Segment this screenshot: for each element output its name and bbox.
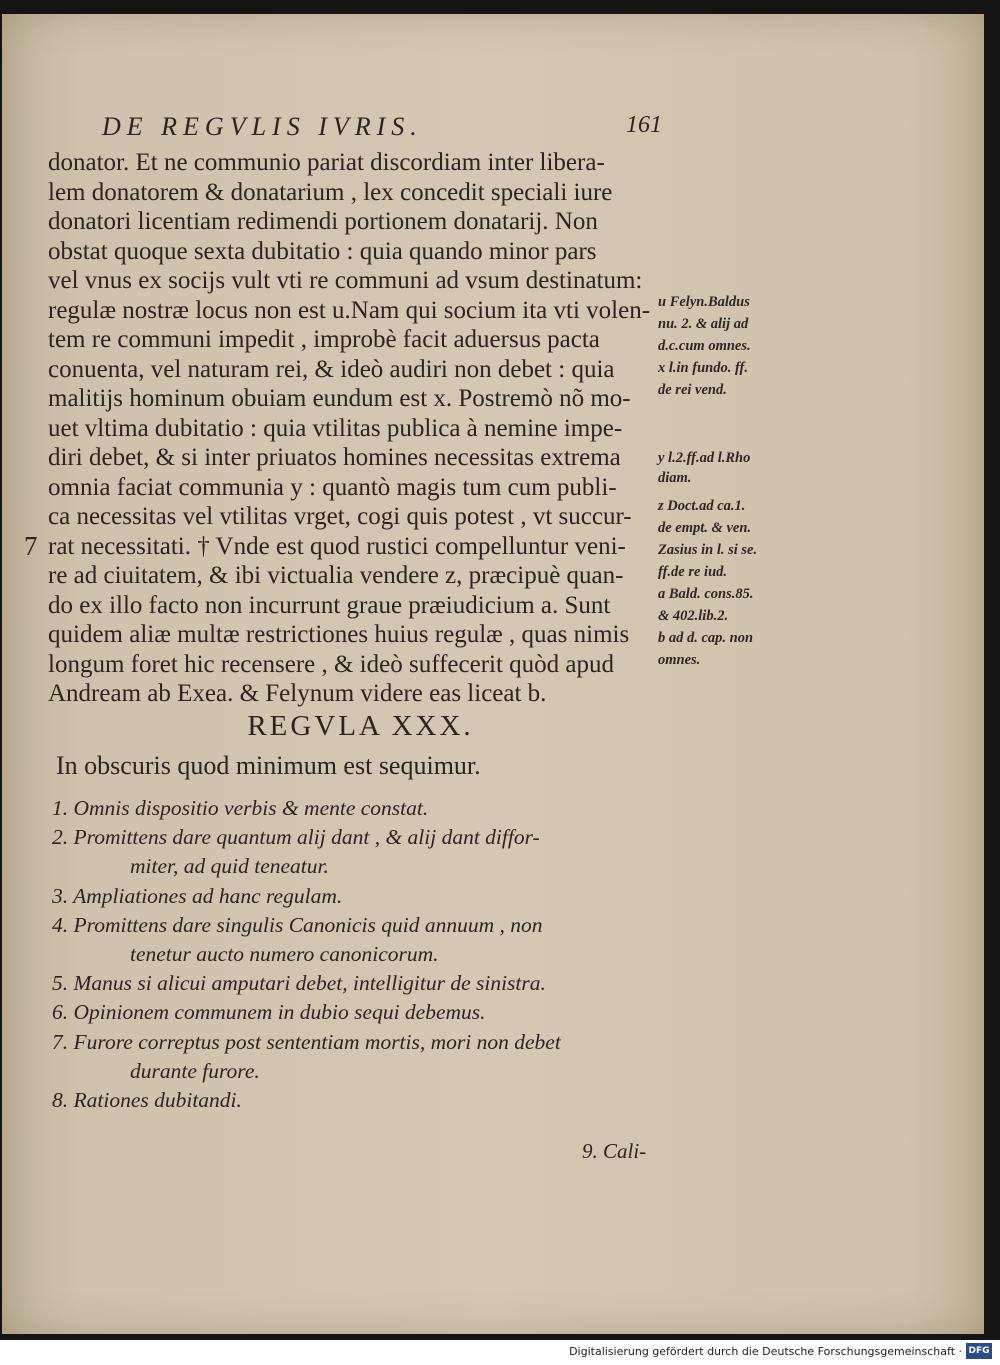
body-line-text: conuenta, vel naturam rei, & ideò audiri non debet : quia (48, 355, 615, 383)
margin-note: z Doct.ad ca.1. (658, 498, 746, 514)
summary-item-line: 3. Ampliationes ad hanc regulam. (52, 883, 343, 908)
body-line (42, 502, 662, 532)
summary-item-line: 4. Promittens dare singulis Canonicis quid annuum , non (52, 912, 543, 937)
body-text (24, 148, 662, 709)
summary-item (52, 1028, 662, 1086)
summary-item (52, 911, 662, 969)
summary-item (52, 998, 662, 1027)
body-line (42, 325, 662, 355)
body-line-text: lem donatorem & donatarium , lex concedit speciali iure (48, 178, 613, 206)
body-line-text: do ex illo facto non incurrunt graue præiudicium a. Sunt (48, 591, 611, 619)
body-line-text: quidem aliæ multæ restrictiones huius regulæ , quas nimis (48, 621, 630, 648)
body-line (42, 561, 662, 591)
margin-note: a Bald. cons.85. (658, 586, 754, 602)
margin-note: & 402.lib.2. (658, 608, 729, 624)
body-line (42, 178, 662, 208)
book-page (2, 14, 984, 1334)
body-line (42, 355, 662, 385)
running-head (102, 112, 662, 142)
summary-item-line: 2. Promittens dare quantum alij dant , & alij dant diffor- (52, 825, 540, 850)
body-line (42, 207, 662, 237)
body-line-text: longum foret hic recensere , & ideò suffecerit quòd apud (48, 650, 615, 678)
marginal-section-number: 7 (24, 530, 38, 561)
body-line (24, 530, 662, 562)
body-line-text: rat necessitati. † Vnde est quod rustici compelluntur veni- (48, 532, 626, 560)
summary-item-line: tenetur aucto numero canonicorum. (130, 941, 439, 966)
summary-item-line: 5. Manus si alicui amputari debet, intelligitur de sinistra. (52, 971, 546, 996)
body-line-text: malitijs hominum obuiam eundum est x. Postremò nõ mo- (48, 385, 631, 412)
margin-note: d.c.cum omnes. (658, 338, 751, 354)
dfg-logo: DFG (966, 1343, 992, 1359)
summary-item (52, 1086, 662, 1115)
body-line (42, 679, 662, 709)
summary-item (52, 823, 662, 881)
rule-heading: REGVLA XXX. (247, 710, 474, 742)
body-line (42, 384, 662, 414)
catchword: 9. Cali- (582, 1139, 647, 1163)
body-line (42, 237, 662, 267)
body-line-text: donator. Et ne communio pariat discordiam inter libera- (48, 149, 605, 176)
summary-item (52, 794, 662, 823)
body-line (42, 473, 662, 503)
body-line-text: diri debet, & si inter priuatos homines necessitas extrema (48, 444, 621, 471)
body-line (42, 591, 662, 621)
body-line-text: tem re communi impedit , improbè facit aduersus pacta (48, 326, 600, 353)
margin-note: b ad d. cap. non (658, 630, 754, 646)
body-line (42, 620, 662, 650)
margin-note: u Felyn.Baldus (658, 294, 750, 310)
summary-item-line: 8. Rationes dubitandi. (52, 1087, 242, 1112)
margin-note: Zasius in l. si se. (658, 542, 758, 558)
body-line-text: Andream ab Exea. & Felynum videre eas liceat b. (48, 680, 547, 707)
running-title: DE REGVLIS IVRIS. (102, 112, 423, 141)
body-line (42, 650, 662, 680)
body-line-text: donatori licentiam redimendi portionem donatarij. Non (48, 208, 598, 235)
margin-note: nu. 2. & alij ad (658, 316, 749, 332)
summary-item-line: miter, ad quid teneatur. (130, 854, 329, 879)
body-line (42, 266, 662, 296)
body-line (42, 148, 662, 178)
summary-item (52, 969, 662, 998)
margin-note: y l.2.ff.ad l.Rho (658, 450, 751, 466)
summary-list (52, 794, 662, 1115)
body-line-text: omnia faciat communia y : quantò magis tum cum publi- (48, 473, 617, 501)
rule-subtitle: In obscuris quod minimum est sequimur. (56, 751, 481, 780)
margin-note: de empt. & ven. (658, 520, 752, 536)
page-number: 161 (626, 112, 662, 138)
body-line-text: ca necessitas vel vtilitas vrget, cogi quis potest , vt succur- (48, 503, 632, 530)
body-line (42, 296, 662, 326)
margin-note: x l.in fundo. ff. (658, 360, 748, 376)
body-line (42, 414, 662, 444)
body-line-text: re ad ciuitatem, & ibi victualia vendere z, præcipuè quan- (48, 562, 624, 589)
body-line (42, 443, 662, 473)
body-line-text: obstat quoque sexta dubitatio : quia quando minor pars (48, 237, 597, 265)
margin-note: diam. (658, 470, 692, 486)
footer-credit: Digitalisierung gefördert durch die Deutsche Forschungsgemeinschaft · (569, 1345, 962, 1358)
body-line-text: regulæ nostræ locus non est u.Nam qui socium ita vti volen- (48, 296, 651, 324)
summary-item-line: durante furore. (130, 1058, 260, 1083)
footer-bar (0, 1340, 1000, 1365)
margin-note: omnes. (658, 652, 701, 668)
margin-note: ff.de re iud. (658, 564, 728, 580)
margin-note: de rei vend. (658, 382, 727, 398)
summary-item (52, 882, 662, 911)
body-line-text: uet vltima dubitatio : quia vtilitas publica à nemine impe- (48, 414, 623, 442)
body-line-text: vel vnus ex socijs vult vti re communi ad vsum destinatum: (48, 267, 643, 294)
summary-item-line: 1. Omnis dispositio verbis & mente constat. (52, 796, 429, 820)
summary-item-line: 7. Furore correptus post sententiam mortis, mori non debet (52, 1029, 561, 1054)
summary-item-line: 6. Opinionem communem in dubio sequi debemus. (52, 1000, 486, 1025)
